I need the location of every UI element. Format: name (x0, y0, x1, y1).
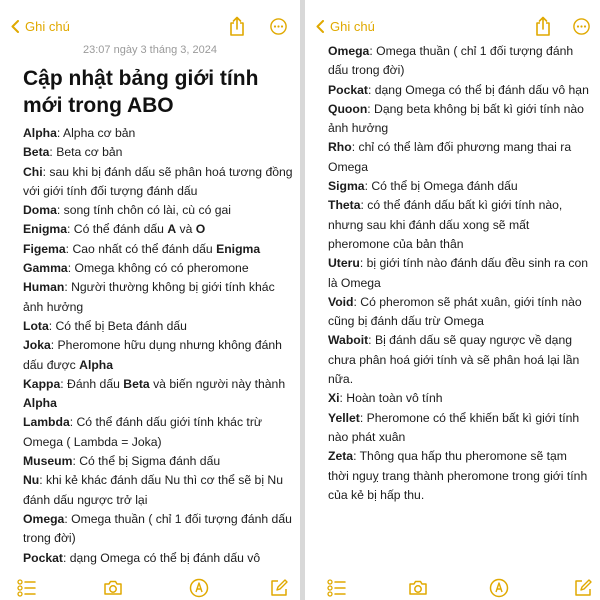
note-entry (328, 100, 590, 139)
entry-term: Rho (328, 140, 352, 155)
bottom-toolbar (305, 572, 600, 600)
back-button[interactable] (316, 19, 375, 34)
entry-term: Chi (23, 164, 43, 179)
note-entry (328, 331, 590, 389)
entry-text: : Dạng beta không bị bất kì giới tính nào ảnh hưởng (328, 101, 584, 136)
entry-text: : Có thể đánh dấu giới tính khác trừ Omega ( Lambda = Joka) (23, 415, 263, 449)
entry-text: và biến người này thành (149, 376, 286, 391)
entry-text: : Omega không có có pheromone (67, 261, 249, 276)
entry-text: và (176, 222, 196, 237)
note-title[interactable]: Cập nhật bảng giới tính mới trong ABO (23, 67, 259, 117)
entry-term: Gamma (23, 261, 68, 276)
note-entry (23, 163, 295, 202)
note-entry (23, 413, 295, 452)
entry-term: A (167, 222, 177, 237)
entry-term: Alpha (79, 357, 113, 372)
entry-term: Enigma (216, 241, 261, 256)
entry-text: : dạng Omega có thể bị đánh dấu vô hạn (367, 82, 589, 97)
entry-text: : Pheromone có thể khiến bất kì giới tính nào phát xuân (328, 410, 580, 444)
entry-text: : Hoàn toàn vô tính (339, 391, 443, 406)
note-entry (23, 549, 295, 568)
compose-icon[interactable] (269, 578, 289, 598)
entry-term: O (195, 222, 206, 237)
entry-term: Omega (23, 511, 65, 526)
note-entry (23, 510, 295, 549)
entry-term: Waboit (328, 333, 369, 348)
entry-term: Figema (23, 241, 66, 256)
entry-text: : Alpha cơ bản (56, 126, 136, 140)
note-entry (328, 389, 590, 408)
entry-text: : Người thường không bị giới tính khác ảnh hưởng (23, 280, 275, 314)
note-entry (328, 447, 590, 505)
camera-icon[interactable] (103, 578, 123, 598)
entry-term: Alpha (23, 396, 57, 411)
note-entry (328, 409, 590, 448)
entry-text: : Omega thuần ( chỉ 1 đối tượng đánh dấu trong đời) (23, 511, 292, 546)
entry-term: Enigma (23, 222, 68, 237)
entry-term: Omega (328, 44, 370, 58)
entry-text: : Thông qua hấp thu pheromone sẽ tạm thời nguỵ trang thành pheromone trong giới tính của kẻ bị hấp thu. (328, 449, 588, 502)
entry-text: : Có thể bị Omega đánh dấu (364, 179, 518, 194)
note-entry (328, 254, 590, 293)
entry-term: Alpha (23, 126, 57, 140)
entry-text: : Pheromone hữu dụng nhưng không đánh dấu được (23, 338, 282, 372)
entry-text: : Có pheromon sẽ phát xuân, giới tính nào cũng bị đánh dấu trừ Omega (328, 294, 582, 329)
entry-term: Zeta (328, 449, 354, 464)
checklist-icon[interactable] (327, 578, 347, 598)
more-icon[interactable] (270, 18, 287, 35)
chevron-left-icon (316, 20, 324, 33)
entry-term: Theta (328, 198, 361, 213)
entry-term: Sigma (328, 179, 365, 194)
entry-text: : Cao nhất có thể đánh dấu (65, 241, 217, 256)
entry-text: : Omega thuần ( chỉ 1 đối tượng đánh dấu trong đời) (328, 44, 574, 78)
entry-term: Joka (23, 338, 51, 353)
entry-term: Human (23, 280, 65, 295)
note-entry (328, 138, 590, 177)
note-entry (23, 220, 295, 239)
entry-term: Void (328, 294, 354, 309)
entry-text: : Beta cơ bản (49, 145, 123, 160)
entry-term: Beta (123, 376, 150, 391)
note-entry (23, 317, 295, 336)
note-entry (23, 259, 295, 278)
entry-text: : Có thể bị Sigma đánh dấu (72, 454, 221, 469)
entry-text: : dạng Omega có thể bị đánh dấu vô (62, 550, 261, 565)
entry-term: Nu (23, 473, 40, 488)
share-icon[interactable] (534, 16, 552, 36)
note-body[interactable] (328, 42, 590, 505)
camera-icon[interactable] (408, 578, 428, 598)
entry-term: Kappa (23, 376, 61, 391)
back-label: Ghi chú (330, 19, 375, 34)
entry-text: : bị giới tính nào đánh dấu đều sinh ra con là Omega (328, 256, 589, 290)
back-label: Ghi chú (25, 19, 70, 34)
note-entry (328, 81, 590, 100)
markup-icon[interactable] (189, 578, 209, 598)
markup-icon[interactable] (489, 578, 509, 598)
note-entry (23, 375, 295, 414)
note-entry (23, 336, 295, 375)
entry-term: Doma (23, 203, 57, 218)
note-body[interactable] (23, 124, 295, 568)
entry-term: Lambda (23, 415, 70, 430)
note-entry (23, 124, 295, 143)
entry-term: Xi (328, 391, 340, 406)
note-entry (328, 293, 590, 332)
entry-term: Museum (23, 454, 73, 469)
note-entry (23, 240, 295, 259)
entry-term: Yellet (328, 410, 360, 425)
entry-text: : khi kẻ khác đánh dấu Nu thì cơ thể sẽ bị Nu đánh dấu ngược trở lại (23, 473, 284, 507)
entry-term: Pockat (328, 82, 368, 97)
note-timestamp: 23:07 ngày 3 tháng 3, 2024 (83, 44, 217, 56)
note-entry (23, 471, 295, 510)
entry-term: Pockat (23, 550, 63, 565)
entry-text: : sau khi bị đánh dấu sẽ phân hoá tương đồng với giới tính đối tượng đánh dấu (23, 164, 293, 198)
entry-text: : Có thể bị Beta đánh dấu (48, 318, 187, 333)
entry-term: Quoon (328, 101, 368, 116)
top-toolbar (305, 0, 600, 40)
entry-text: : Có thể đánh dấu (67, 222, 168, 237)
note-entry (23, 201, 295, 220)
right-note-screen (305, 0, 600, 600)
back-button[interactable] (11, 19, 70, 34)
entry-text: : song tính chôn có lài, cù có gai (56, 203, 231, 218)
note-entry (328, 177, 590, 196)
checklist-icon[interactable] (17, 578, 37, 598)
more-icon[interactable] (573, 18, 590, 35)
entry-text: : có thể đánh dấu bất kì giới tính nào, nhưng sau khi đánh dấu xong sẽ mất pheromone của bản thân (328, 198, 563, 251)
compose-icon[interactable] (573, 578, 593, 598)
entry-term: Beta (23, 145, 50, 160)
entry-text: : chỉ có thể làm đối phương mang thai ra Omega (328, 140, 572, 174)
note-entry (23, 143, 295, 162)
entry-term: Uteru (328, 256, 360, 271)
chevron-left-icon (11, 20, 19, 33)
entry-text: : Đánh dấu (60, 376, 124, 391)
bottom-toolbar (0, 572, 300, 600)
note-entry (328, 42, 590, 81)
note-entry (328, 196, 590, 254)
entry-term: Lota (23, 318, 49, 333)
note-entry (23, 278, 295, 317)
entry-text: : Bị đánh dấu sẽ quay ngược về dạng chưa phân hoá giới tính và sẽ phân hoá lại lần nữa. (328, 333, 580, 387)
top-toolbar (0, 0, 300, 40)
note-entry (23, 452, 295, 471)
share-icon[interactable] (228, 16, 246, 36)
